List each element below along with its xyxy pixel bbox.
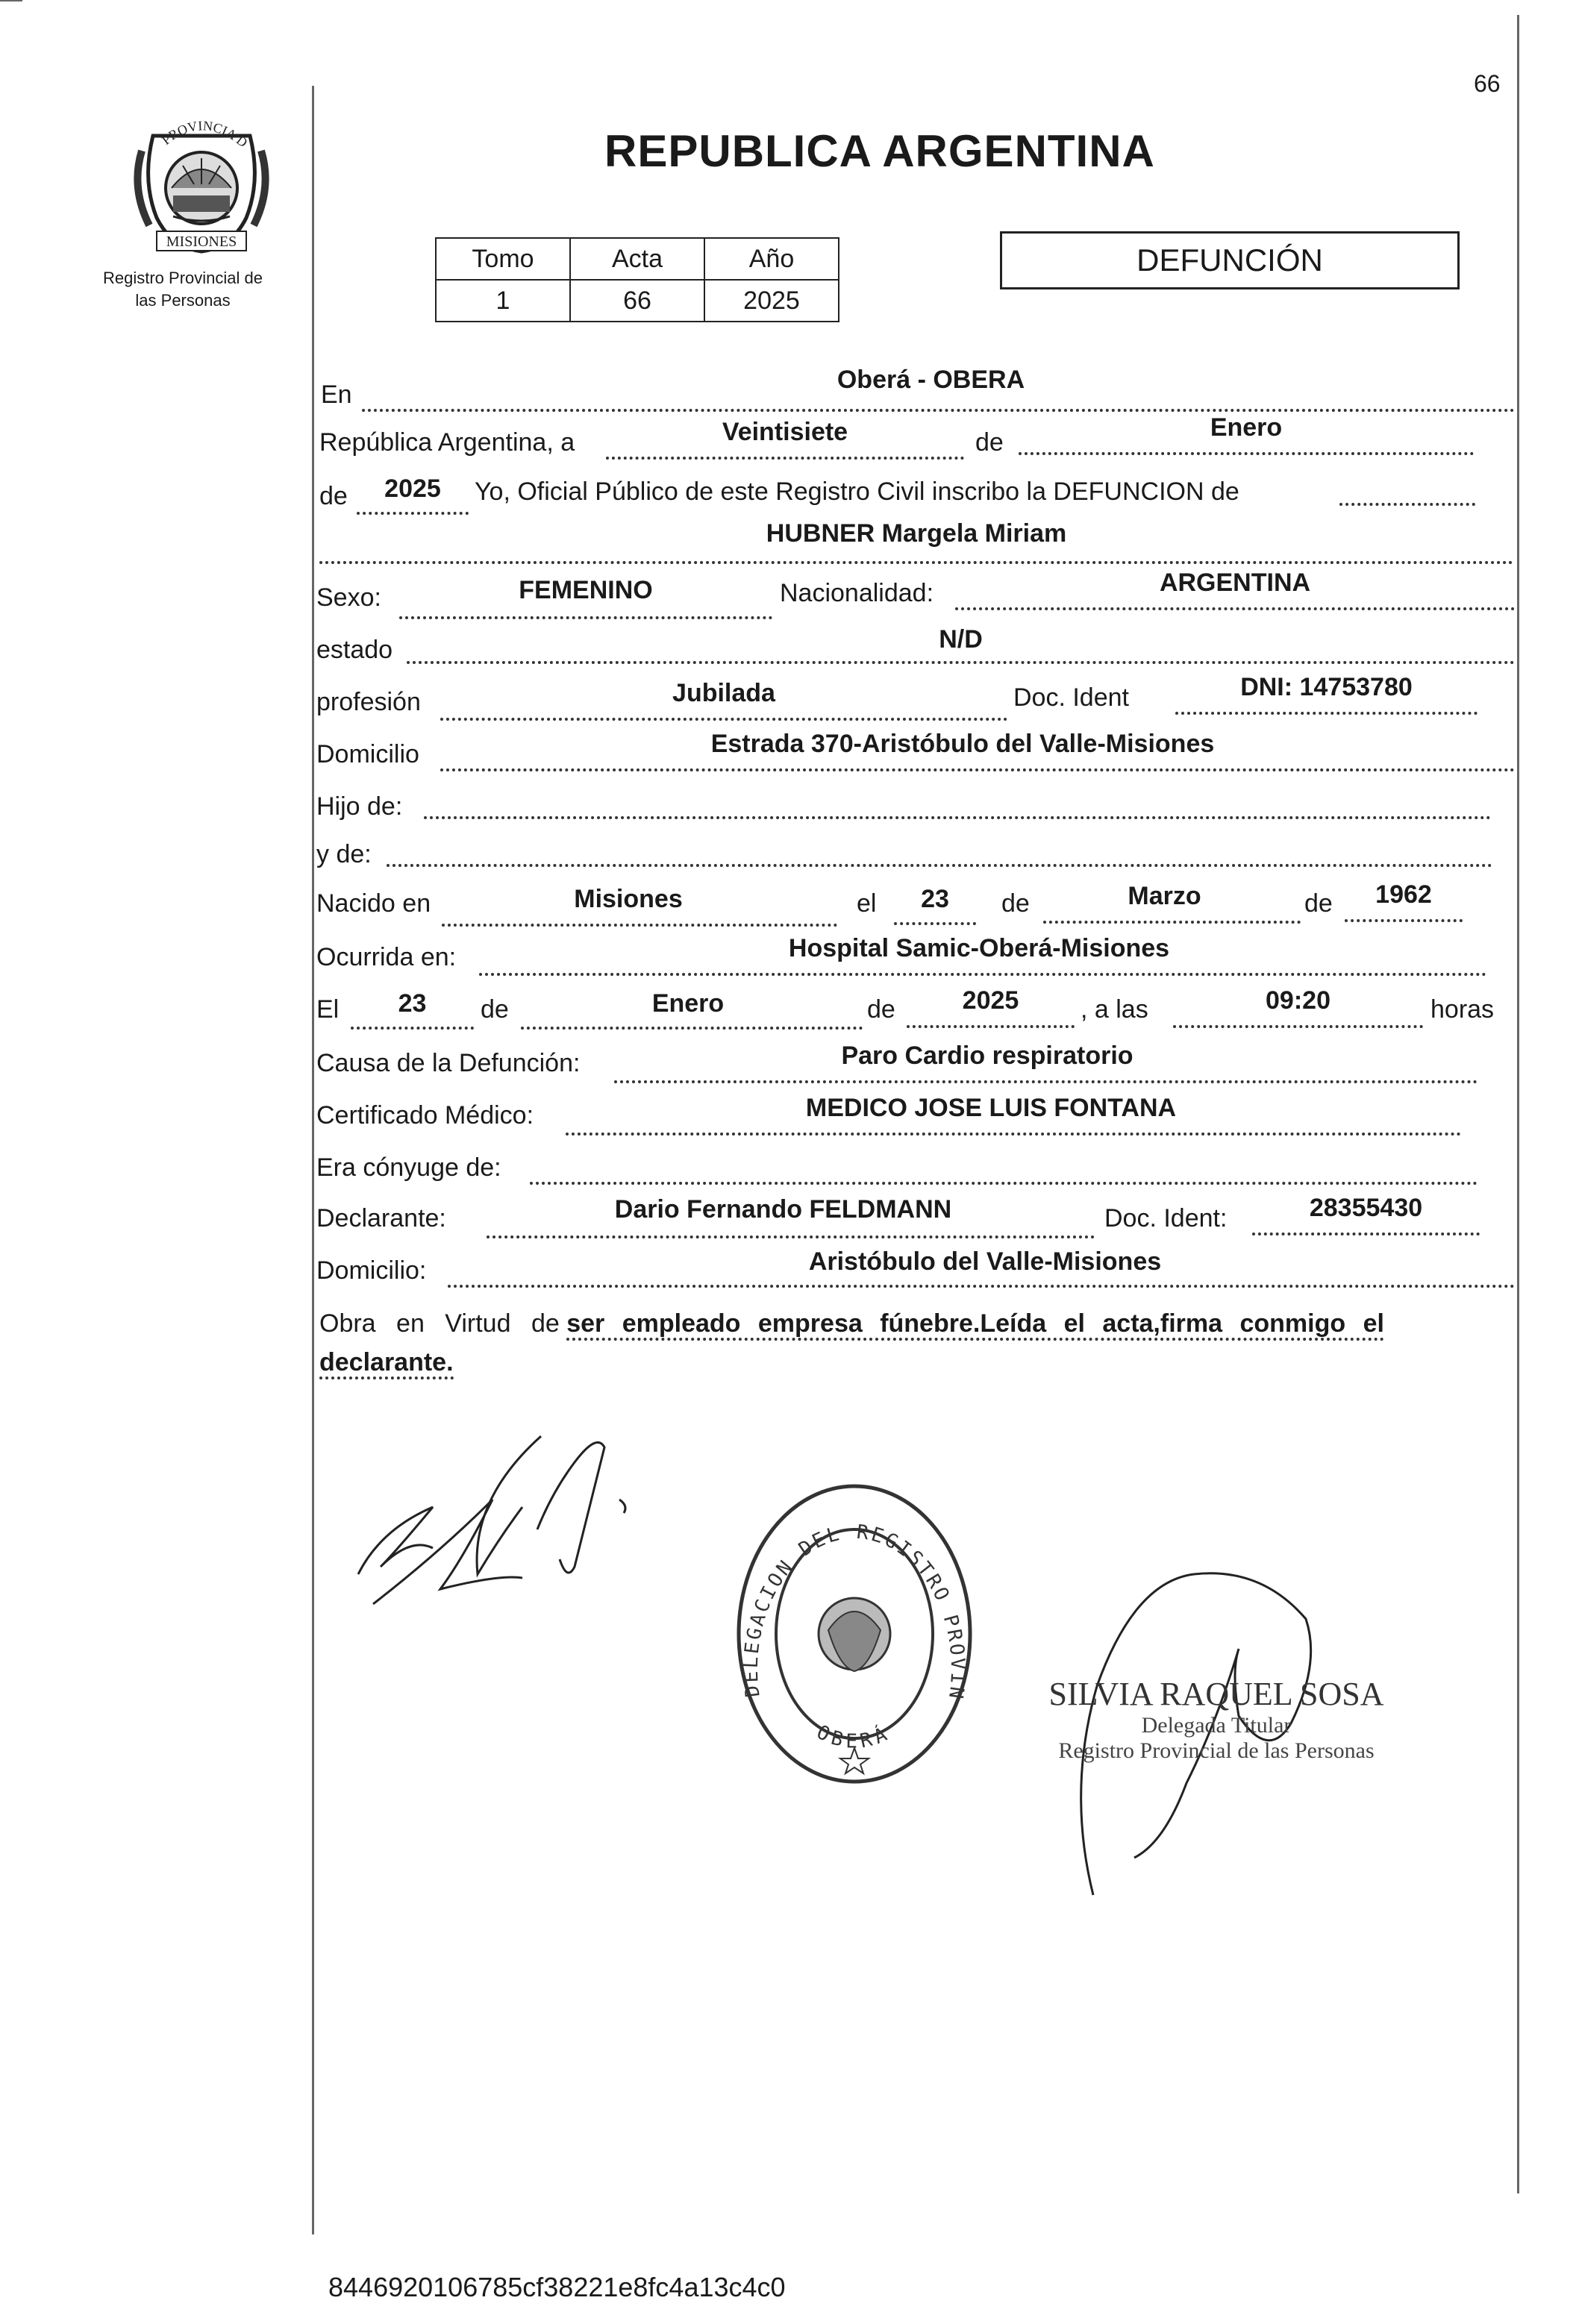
logo-caption <box>75 267 291 312</box>
label-sexo: Sexo: <box>316 583 381 612</box>
value-nacido-dia: 23 <box>921 885 949 913</box>
declarant-signature <box>351 1418 664 1626</box>
label-de-fallec-anio: de <box>867 995 895 1024</box>
stamp-bottom-text: OBERÁ <box>813 1720 895 1753</box>
official-office: Registro Provincial de las Personas <box>1058 1738 1375 1763</box>
label-nacido-en: Nacido en <box>316 889 431 918</box>
register-value-tomo: 1 <box>436 280 570 322</box>
value-declarante-doc: 28355430 <box>1309 1194 1423 1222</box>
register-value-row <box>436 280 839 322</box>
svg-text:PROVINCIA DE <box>127 106 251 150</box>
value-nombre: HUBNER Margela Miriam <box>766 519 1067 548</box>
right-margin-line <box>1517 15 1519 2193</box>
page-title: REPUBLICA ARGENTINA <box>604 126 1155 176</box>
label-domicilio: Domicilio <box>316 740 419 768</box>
official-name: SILVIA RAQUEL SOSA <box>1048 1676 1384 1712</box>
register-table <box>435 237 839 322</box>
logo-caption-line1: Registro Provincial de <box>103 269 263 287</box>
act-type-box: DEFUNCIÓN <box>1000 231 1460 289</box>
fill-hijo-de <box>424 782 1491 819</box>
value-estado: N/D <box>939 625 983 654</box>
register-value-acta: 66 <box>570 280 704 322</box>
value-ocurrida: Hospital Samic-Oberá-Misiones <box>788 934 1170 962</box>
office-stamp <box>731 1481 978 1787</box>
label-obra: Obra en Virtud de <box>319 1309 560 1338</box>
fill-y-de <box>387 830 1492 867</box>
label-republica: República Argentina, a <box>319 428 575 457</box>
register-value-anio: 2025 <box>704 280 839 322</box>
value-domicilio2: Aristóbulo del Valle-Misiones <box>808 1247 1162 1276</box>
label-el-cap: El <box>316 995 340 1024</box>
document-hash: 8446920106785cf38221e8fc4a13c4c0 <box>328 2272 786 2302</box>
value-dia-letras: Veintisiete <box>722 418 848 446</box>
signature-block <box>1030 1675 1403 1764</box>
fill-conyuge <box>530 1147 1478 1185</box>
label-el: el <box>857 889 877 918</box>
label-a-las: , a las <box>1081 995 1148 1024</box>
label-certificado: Certificado Médico: <box>316 1101 534 1130</box>
label-doc-ident: Doc. Ident <box>1013 683 1129 712</box>
label-yo-oficial: Yo, Oficial Público de este Registro Civil inscribo la DEFUNCION de <box>475 477 1239 506</box>
value-fallec-hora: 09:20 <box>1266 986 1330 1015</box>
label-de-mes: de <box>975 428 1004 457</box>
label-conyuge: Era cónyuge de: <box>316 1153 501 1182</box>
value-declarante: Dario Fernando FELDMANN <box>614 1195 952 1224</box>
value-nacido-mes: Marzo <box>1128 882 1201 910</box>
label-estado: estado <box>316 636 393 664</box>
label-en: En <box>321 380 352 409</box>
value-lugar: Oberá - OBERA <box>837 366 1025 394</box>
register-header-anio: Año <box>704 238 839 280</box>
label-hijo-de: Hijo de: <box>316 792 403 821</box>
register-header-tomo: Tomo <box>436 238 570 280</box>
label-de-nacido-mes: de <box>1001 889 1030 918</box>
label-de-anio: de <box>319 482 348 510</box>
label-declarante: Declarante: <box>316 1204 446 1233</box>
stamp-ring-text: DELEGACION DEL REGISTRO PROVIN <box>739 1520 969 1703</box>
left-margin-line <box>312 86 314 2234</box>
register-header-acta: Acta <box>570 238 704 280</box>
label-domicilio2: Domicilio: <box>316 1256 427 1285</box>
label-horas: horas <box>1430 995 1495 1024</box>
value-profesion: Jubilada <box>672 679 775 707</box>
label-doc-ident2: Doc. Ident: <box>1104 1204 1228 1233</box>
virtud-paragraph <box>319 1304 1510 1382</box>
value-anio: 2025 <box>384 474 441 503</box>
value-virtud: ser empleado empresa fúnebre.Leída el acta,firma conmigo el declarante. <box>319 1309 1384 1379</box>
value-doc: DNI: 14753780 <box>1240 673 1413 701</box>
value-fallec-anio: 2025 <box>962 986 1019 1015</box>
value-fallec-dia: 23 <box>398 989 427 1018</box>
logo-caption-line2: las Personas <box>135 291 231 310</box>
value-nacionalidad: ARGENTINA <box>1159 569 1311 597</box>
value-nacido-lugar: Misiones <box>574 885 683 913</box>
fill-defuncion-de <box>1339 469 1475 506</box>
value-mes: Enero <box>1210 413 1283 442</box>
label-causa: Causa de la Defunción: <box>316 1049 581 1077</box>
value-causa: Paro Cardio respiratorio <box>841 1042 1133 1070</box>
label-y-de: y de: <box>316 840 372 868</box>
label-de-fallec-mes: de <box>481 995 509 1024</box>
value-certificado: MEDICO JOSE LUIS FONTANA <box>805 1094 1177 1122</box>
value-fallec-mes: Enero <box>651 989 725 1018</box>
value-nacido-anio: 1962 <box>1375 880 1432 909</box>
logo-seal-bottom: MISIONES <box>166 234 237 250</box>
logo-seal-top: PROVINCIA D <box>158 118 251 151</box>
top-left-corner-line <box>0 0 22 1</box>
page-number: 66 <box>1474 70 1501 97</box>
province-logo <box>127 106 276 255</box>
official-role: Delegada Titular <box>1141 1713 1292 1738</box>
label-nacionalidad: Nacionalidad: <box>780 579 934 607</box>
label-ocurrida-en: Ocurrida en: <box>316 943 457 971</box>
value-sexo: FEMENINO <box>519 576 653 604</box>
register-header-row <box>436 238 839 280</box>
value-domicilio: Estrada 370-Aristóbulo del Valle-Misiones <box>710 730 1215 758</box>
label-profesion: profesión <box>316 688 421 716</box>
label-de-nacido-anio: de <box>1304 889 1333 918</box>
